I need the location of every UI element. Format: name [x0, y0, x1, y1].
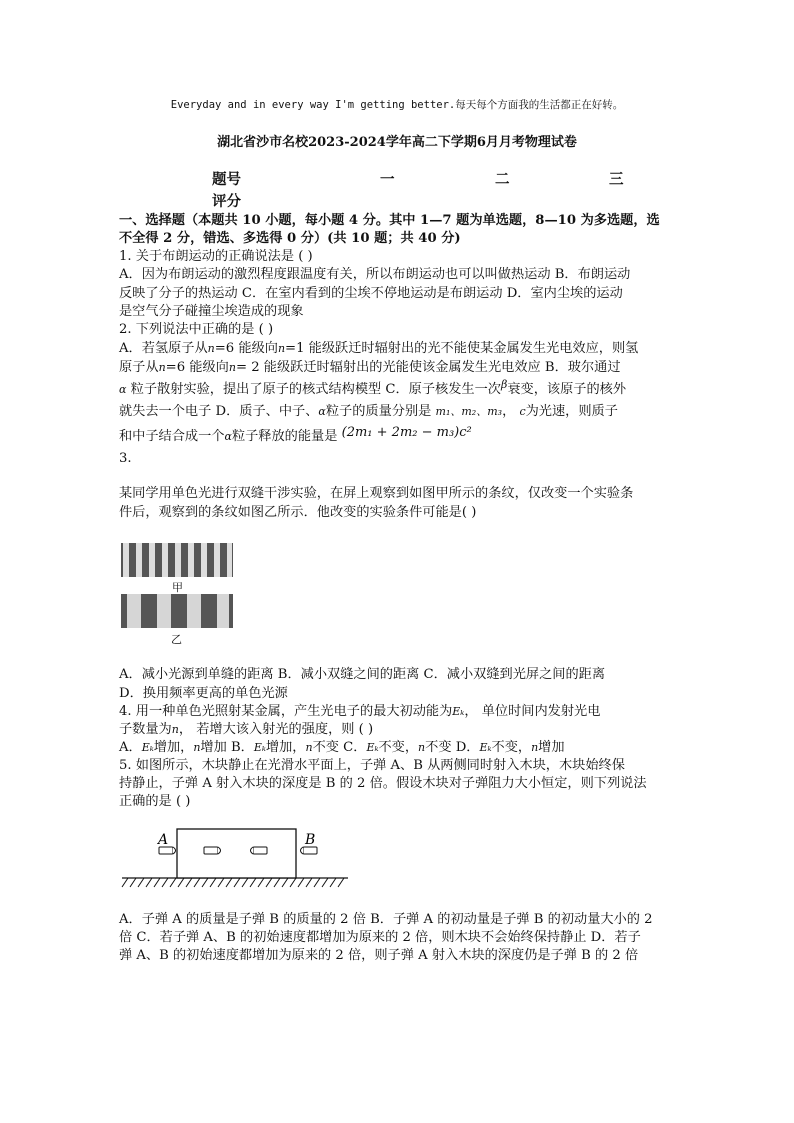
n-symbol: n	[171, 723, 179, 736]
text: 增加	[538, 740, 565, 755]
q2-stem: 2. 下列说法中正确的是 ( )	[119, 322, 274, 337]
text: 增加 B．	[200, 740, 254, 755]
block-bullets-figure	[118, 826, 350, 890]
math-n: n	[277, 342, 286, 355]
q4-stem-line1	[119, 703, 600, 721]
alpha-symbol: α	[224, 430, 232, 443]
energy-formula: (2m₁ + 2m₂ − m₃)c²	[341, 425, 472, 440]
score-row-label: 题号	[212, 171, 241, 188]
text: 就失去一个电子 D．质子、中子、	[119, 404, 319, 419]
q3-stem-line2: 件后，观察到的条纹如图乙所示．他改变的实验条件可能是( )	[119, 505, 477, 520]
score-col-3: 三	[609, 171, 624, 188]
q1-options-line3: 是空气分子碰撞尘埃造成的现象	[119, 304, 304, 319]
ek-symbol: Eₖ	[253, 741, 266, 754]
q5-stem-line2: 持静止，子弹 A 射入木块的深度是 B 的 2 倍。假设木块对子弹阻力大小恒定，则下列说法	[119, 776, 647, 791]
motto-line: Everyday and in every way I'm getting better.每天每个方面我的生活都正在好转。	[170, 99, 624, 111]
q5-stem-line1: 5. 如图所示，木块静止在光滑水平面上，子弹 A、B 从两侧同时射入木块，木块始终保	[119, 758, 625, 773]
score-col-1: 一	[380, 171, 395, 188]
text: 和中子结合成一个	[119, 429, 225, 444]
ek-symbol: Eₖ	[452, 705, 465, 718]
beta-symbol: β	[500, 378, 508, 391]
exam-title: 湖北省沙市名校2023-2024学年高二下学期6月月考物理试卷	[217, 135, 577, 150]
text: ， 单位时间内发射光电	[464, 704, 601, 719]
score-col-2: 二	[495, 171, 510, 188]
q5-options-line1: A．子弹 A 的质量是子弹 B 的质量的 2 倍 B．子弹 A 的初动量是子弹 B 的初动量大小的 2	[119, 912, 653, 927]
math-n: n	[207, 342, 215, 355]
math-n: n	[158, 361, 166, 374]
q3-options-line1: A．减小光源到单缝的距离 B．减小双缝之间的距离 C．减小双缝到光屏之间的距离	[119, 667, 606, 682]
q4-stem-line2	[119, 721, 373, 739]
n-symbol: n	[193, 741, 201, 754]
q2-line2	[119, 359, 621, 377]
n-symbol: n	[305, 741, 313, 754]
q3-options-line2: D．换用频率更高的单色光源	[119, 686, 288, 701]
text: ，	[502, 404, 516, 419]
text: 4. 用一种单色光照射某金属，产生光电子的最大初动能为	[119, 704, 453, 719]
alpha-symbol: α	[119, 383, 127, 396]
text: = 2 能级跃迁时辐射出的光能使该金属发生光电效应 B．玻尔通过	[235, 360, 621, 375]
text: ， 若增大该入射光的强度，则 ( )	[178, 722, 374, 737]
masses-symbols: m₁、m₂、m₃	[435, 405, 503, 418]
q1-stem: 1. 关于布朗运动的正确说法是 ( )	[119, 249, 313, 264]
label-a: A	[158, 832, 169, 848]
fringe-caption-yi: 乙	[171, 633, 182, 646]
text: 粒子散射实验，提出了原子的核式结构模型 C．原子核发生一次	[130, 382, 501, 397]
text: 增加，	[265, 740, 306, 755]
text: 不变，	[378, 740, 419, 755]
text: A．	[119, 740, 142, 755]
math-n: n	[228, 361, 236, 374]
text: 不变 C．	[312, 740, 367, 755]
text: 原子从	[119, 360, 159, 375]
text: 为光速，则质子	[525, 404, 618, 419]
text: 粒子释放的能量是	[231, 429, 338, 444]
ek-symbol: Eₖ	[141, 741, 154, 754]
label-b: B	[305, 832, 316, 848]
text: 不变，	[491, 740, 532, 755]
text: =6 能级向	[165, 360, 229, 375]
text: =1 能级跃迁时辐射出的光不能使某金属发生光电效应，则氢	[285, 341, 639, 356]
text: 子数量为	[119, 722, 172, 737]
bullet-a	[159, 847, 176, 854]
section-heading-cont: 不全得 2 分，错选、多选得 0 分）(共 10 题；共 40 分)	[119, 231, 461, 246]
alpha-symbol: α	[318, 405, 326, 418]
n-symbol: n	[418, 741, 426, 754]
n-symbol: n	[531, 741, 539, 754]
text: A．若氢原子从	[119, 341, 208, 356]
ek-symbol: Eₖ	[479, 741, 492, 754]
fringe-pattern-jia	[121, 543, 233, 577]
score-row2-label: 评分	[212, 193, 241, 210]
q5-stem-line3: 正确的是 ( )	[119, 794, 191, 809]
text: 粒子的质量分别是	[325, 404, 432, 419]
fringe-caption-jia: 甲	[172, 581, 183, 594]
section-heading: 一、选择题（本题共 10 小题，每小题 4 分。其中 1—7 题为单选题，8—10 为多选题，选	[119, 213, 660, 228]
text: 不变 D．	[425, 740, 480, 755]
text: =6 能级向	[214, 341, 278, 356]
q3-number: 3.	[119, 451, 132, 466]
q4-options	[119, 739, 565, 757]
q5-options-line2: 倍 C．若子弹 A、B 的初始速度都增加为原来的 2 倍，则木块不会始终保持静止 D．若子	[119, 930, 641, 945]
text: 增加，	[153, 740, 194, 755]
q5-options-line3: 弹 A、B 的初始速度都增加为原来的 2 倍，则子弹 A 射入木块的深度仍是子弹 B 的 2 倍	[119, 948, 639, 963]
ek-symbol: Eₖ	[366, 741, 379, 754]
q2-line1	[119, 340, 638, 358]
text: 衰变，该原子的核外	[507, 382, 627, 397]
q2-line4	[119, 403, 618, 421]
q2-line5	[119, 425, 472, 446]
bullet-b	[301, 847, 318, 854]
c-symbol: c	[519, 405, 526, 418]
q3-stem-line1: 某同学用单色光进行双缝干涉实验，在屏上观察到如图甲所示的条纹，仅改变一个实验条	[119, 486, 634, 501]
q2-line3	[119, 378, 627, 399]
q1-options-line1: A．因为布朗运动的激烈程度跟温度有关，所以布朗运动也可以叫做热运动 B．布朗运动	[119, 267, 631, 282]
fringe-pattern-yi	[121, 594, 233, 628]
q1-options-line2: 反映了分子的热运动 C．在室内看到的尘埃不停地运动是布朗运动 D．室内尘埃的运动	[119, 286, 623, 301]
